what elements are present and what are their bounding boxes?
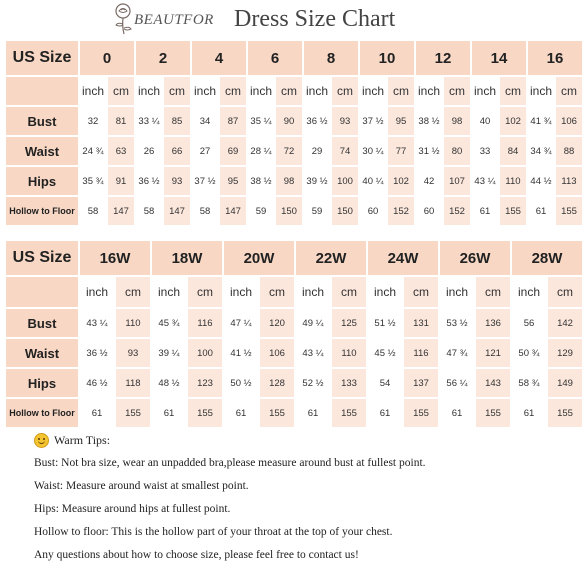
unit-cell: cm xyxy=(260,277,294,307)
value-cell: 80 xyxy=(444,137,470,165)
value-cell: 26 xyxy=(136,137,162,165)
value-cell: 56 xyxy=(512,309,546,337)
size-cell: 20W xyxy=(224,241,294,275)
size-label: US Size xyxy=(6,41,78,75)
value-cell: 155 xyxy=(556,197,582,225)
tip-line: Waist: Measure around waist at smallest point. xyxy=(34,480,249,492)
value-cell: 77 xyxy=(388,137,414,165)
value-cell: 42 xyxy=(416,167,442,195)
value-cell: 110 xyxy=(332,339,366,367)
value-cell: 72 xyxy=(276,137,302,165)
value-cell: 38 ½ xyxy=(416,107,442,135)
measurement-label: Hollow to Floor xyxy=(6,197,78,225)
value-cell: 47 ¼ xyxy=(224,309,258,337)
value-cell: 61 xyxy=(80,399,114,427)
unit-cell: inch xyxy=(360,77,386,105)
value-cell: 60 xyxy=(360,197,386,225)
value-cell: 40 xyxy=(472,107,498,135)
unit-cell: cm xyxy=(332,77,358,105)
value-cell: 69 xyxy=(220,137,246,165)
size-cell: 6 xyxy=(248,41,302,75)
measurement-row xyxy=(6,137,582,165)
value-cell: 52 ½ xyxy=(296,369,330,397)
value-cell: 56 ¼ xyxy=(440,369,474,397)
tip-line: Hips: Measure around hips at fullest point. xyxy=(34,503,231,515)
value-cell: 50 ½ xyxy=(224,369,258,397)
value-cell: 90 xyxy=(276,107,302,135)
unit-cell: inch xyxy=(472,77,498,105)
value-cell: 58 xyxy=(192,197,218,225)
measurement-row xyxy=(6,369,582,397)
measurement-row xyxy=(6,107,582,135)
unit-cell: cm xyxy=(404,277,438,307)
measurement-label: Waist xyxy=(6,137,78,165)
warm-tips xyxy=(34,433,426,571)
unit-cell: cm xyxy=(548,277,582,307)
value-cell: 58 ¾ xyxy=(512,369,546,397)
value-cell: 155 xyxy=(188,399,222,427)
value-cell: 155 xyxy=(116,399,150,427)
value-cell: 61 xyxy=(296,399,330,427)
tip-line: Bust: Not bra size, wear an unpadded bra,please measure around bust at fullest point. xyxy=(34,457,426,469)
unit-label-blank xyxy=(6,277,78,307)
size-cell: 16 xyxy=(528,41,582,75)
value-cell: 61 xyxy=(512,399,546,427)
value-cell: 61 xyxy=(224,399,258,427)
value-cell: 28 ¼ xyxy=(248,137,274,165)
value-cell: 48 ½ xyxy=(152,369,186,397)
value-cell: 152 xyxy=(388,197,414,225)
value-cell: 155 xyxy=(476,399,510,427)
value-cell: 47 ¾ xyxy=(440,339,474,367)
measurement-label: Hips xyxy=(6,167,78,195)
value-cell: 53 ½ xyxy=(440,309,474,337)
unit-cell: cm xyxy=(332,277,366,307)
value-cell: 51 ½ xyxy=(368,309,402,337)
value-cell: 43 ¼ xyxy=(472,167,498,195)
value-cell: 37 ½ xyxy=(360,107,386,135)
value-cell: 30 ¼ xyxy=(360,137,386,165)
value-cell: 102 xyxy=(388,167,414,195)
value-cell: 39 ½ xyxy=(304,167,330,195)
value-cell: 60 xyxy=(416,197,442,225)
value-cell: 34 xyxy=(192,107,218,135)
value-cell: 81 xyxy=(108,107,134,135)
value-cell: 61 xyxy=(472,197,498,225)
size-cell: 16W xyxy=(80,241,150,275)
size-header-row xyxy=(6,41,582,75)
value-cell: 93 xyxy=(116,339,150,367)
value-cell: 46 ½ xyxy=(80,369,114,397)
value-cell: 31 ½ xyxy=(416,137,442,165)
value-cell: 36 ½ xyxy=(136,167,162,195)
value-cell: 58 xyxy=(80,197,106,225)
size-table-plus xyxy=(4,239,584,429)
unit-cell: inch xyxy=(440,277,474,307)
value-cell: 27 xyxy=(192,137,218,165)
value-cell: 137 xyxy=(404,369,438,397)
value-cell: 155 xyxy=(260,399,294,427)
unit-cell: cm xyxy=(276,77,302,105)
size-cell: 18W xyxy=(152,241,222,275)
value-cell: 155 xyxy=(500,197,526,225)
value-cell: 106 xyxy=(260,339,294,367)
measurement-row xyxy=(6,309,582,337)
value-cell: 44 ½ xyxy=(528,167,554,195)
value-cell: 147 xyxy=(164,197,190,225)
unit-cell: inch xyxy=(80,277,114,307)
value-cell: 98 xyxy=(444,107,470,135)
tip-line: Any questions about how to choose size, please feel free to contact us! xyxy=(34,549,359,561)
unit-row xyxy=(6,277,582,307)
value-cell: 100 xyxy=(188,339,222,367)
value-cell: 121 xyxy=(476,339,510,367)
value-cell: 118 xyxy=(116,369,150,397)
value-cell: 37 ½ xyxy=(192,167,218,195)
measurement-label: Waist xyxy=(6,339,78,367)
unit-cell: inch xyxy=(248,77,274,105)
chart-header xyxy=(0,0,569,40)
unit-cell: inch xyxy=(224,277,258,307)
value-cell: 87 xyxy=(220,107,246,135)
value-cell: 93 xyxy=(332,107,358,135)
measurement-row xyxy=(6,399,582,427)
measurement-row xyxy=(6,197,582,225)
value-cell: 35 ¼ xyxy=(248,107,274,135)
value-cell: 61 xyxy=(528,197,554,225)
unit-label-blank xyxy=(6,77,78,105)
size-cell: 10 xyxy=(360,41,414,75)
value-cell: 59 xyxy=(248,197,274,225)
value-cell: 152 xyxy=(444,197,470,225)
value-cell: 100 xyxy=(332,167,358,195)
measurement-label: Hips xyxy=(6,369,78,397)
size-table-standard xyxy=(4,39,584,227)
unit-cell: cm xyxy=(388,77,414,105)
value-cell: 123 xyxy=(188,369,222,397)
value-cell: 102 xyxy=(500,107,526,135)
value-cell: 29 xyxy=(304,137,330,165)
unit-cell: inch xyxy=(304,77,330,105)
unit-cell: inch xyxy=(368,277,402,307)
value-cell: 107 xyxy=(444,167,470,195)
value-cell: 24 ¾ xyxy=(80,137,106,165)
size-cell: 12 xyxy=(416,41,470,75)
unit-cell: cm xyxy=(164,77,190,105)
value-cell: 84 xyxy=(500,137,526,165)
unit-cell: cm xyxy=(476,277,510,307)
size-cell: 26W xyxy=(440,241,510,275)
value-cell: 143 xyxy=(476,369,510,397)
value-cell: 133 xyxy=(332,369,366,397)
value-cell: 93 xyxy=(164,167,190,195)
value-cell: 91 xyxy=(108,167,134,195)
value-cell: 38 ½ xyxy=(248,167,274,195)
value-cell: 106 xyxy=(556,107,582,135)
smiley-icon xyxy=(34,433,49,448)
value-cell: 125 xyxy=(332,309,366,337)
size-cell: 22W xyxy=(296,241,366,275)
value-cell: 66 xyxy=(164,137,190,165)
value-cell: 110 xyxy=(116,309,150,337)
value-cell: 33 ¼ xyxy=(136,107,162,135)
value-cell: 61 xyxy=(368,399,402,427)
measurement-label: Hollow to Floor xyxy=(6,399,78,427)
value-cell: 110 xyxy=(500,167,526,195)
value-cell: 35 ¾ xyxy=(80,167,106,195)
value-cell: 128 xyxy=(260,369,294,397)
value-cell: 149 xyxy=(548,369,582,397)
value-cell: 36 ½ xyxy=(304,107,330,135)
value-cell: 61 xyxy=(152,399,186,427)
unit-cell: inch xyxy=(416,77,442,105)
value-cell: 33 xyxy=(472,137,498,165)
measurement-label: Bust xyxy=(6,107,78,135)
unit-cell: cm xyxy=(220,77,246,105)
value-cell: 147 xyxy=(108,197,134,225)
size-label: US Size xyxy=(6,241,78,275)
unit-cell: cm xyxy=(556,77,582,105)
unit-cell: cm xyxy=(444,77,470,105)
value-cell: 113 xyxy=(556,167,582,195)
brand-name: BEAUTFOR xyxy=(134,12,214,28)
value-cell: 45 ¾ xyxy=(152,309,186,337)
value-cell: 61 xyxy=(440,399,474,427)
value-cell: 41 ¾ xyxy=(528,107,554,135)
chart-title: Dress Size Chart xyxy=(234,6,396,32)
value-cell: 43 ¼ xyxy=(80,309,114,337)
unit-cell: inch xyxy=(512,277,546,307)
unit-cell: inch xyxy=(528,77,554,105)
unit-cell: inch xyxy=(296,277,330,307)
value-cell: 32 xyxy=(80,107,106,135)
value-cell: 116 xyxy=(404,339,438,367)
tips-heading-text: Warm Tips: xyxy=(54,433,111,447)
value-cell: 129 xyxy=(548,339,582,367)
size-cell: 24W xyxy=(368,241,438,275)
size-cell: 0 xyxy=(80,41,134,75)
value-cell: 95 xyxy=(388,107,414,135)
value-cell: 147 xyxy=(220,197,246,225)
value-cell: 85 xyxy=(164,107,190,135)
measurement-label: Bust xyxy=(6,309,78,337)
measurement-row xyxy=(6,339,582,367)
unit-cell: cm xyxy=(108,77,134,105)
value-cell: 136 xyxy=(476,309,510,337)
unit-cell: inch xyxy=(152,277,186,307)
unit-cell: inch xyxy=(80,77,106,105)
size-header-row xyxy=(6,241,582,275)
value-cell: 59 xyxy=(304,197,330,225)
measurement-row xyxy=(6,167,582,195)
value-cell: 34 ¾ xyxy=(528,137,554,165)
value-cell: 63 xyxy=(108,137,134,165)
size-cell: 28W xyxy=(512,241,582,275)
unit-cell: inch xyxy=(192,77,218,105)
value-cell: 155 xyxy=(332,399,366,427)
unit-cell: cm xyxy=(500,77,526,105)
value-cell: 45 ½ xyxy=(368,339,402,367)
value-cell: 36 ½ xyxy=(80,339,114,367)
value-cell: 50 ¾ xyxy=(512,339,546,367)
value-cell: 142 xyxy=(548,309,582,337)
value-cell: 150 xyxy=(332,197,358,225)
unit-cell: cm xyxy=(116,277,150,307)
value-cell: 39 ¼ xyxy=(152,339,186,367)
value-cell: 155 xyxy=(548,399,582,427)
value-cell: 131 xyxy=(404,309,438,337)
unit-cell: cm xyxy=(188,277,222,307)
value-cell: 58 xyxy=(136,197,162,225)
value-cell: 49 ¼ xyxy=(296,309,330,337)
size-cell: 2 xyxy=(136,41,190,75)
tips-heading xyxy=(34,433,426,448)
value-cell: 54 xyxy=(368,369,402,397)
value-cell: 120 xyxy=(260,309,294,337)
unit-row xyxy=(6,77,582,105)
value-cell: 155 xyxy=(404,399,438,427)
value-cell: 88 xyxy=(556,137,582,165)
value-cell: 98 xyxy=(276,167,302,195)
value-cell: 116 xyxy=(188,309,222,337)
size-cell: 4 xyxy=(192,41,246,75)
tip-line: Hollow to floor: This is the hollow part of your throat at the top of your chest. xyxy=(34,526,393,538)
rose-icon xyxy=(110,2,136,36)
value-cell: 150 xyxy=(276,197,302,225)
value-cell: 43 ¼ xyxy=(296,339,330,367)
value-cell: 74 xyxy=(332,137,358,165)
size-cell: 14 xyxy=(472,41,526,75)
value-cell: 40 ¼ xyxy=(360,167,386,195)
value-cell: 95 xyxy=(220,167,246,195)
size-cell: 8 xyxy=(304,41,358,75)
unit-cell: inch xyxy=(136,77,162,105)
value-cell: 41 ½ xyxy=(224,339,258,367)
